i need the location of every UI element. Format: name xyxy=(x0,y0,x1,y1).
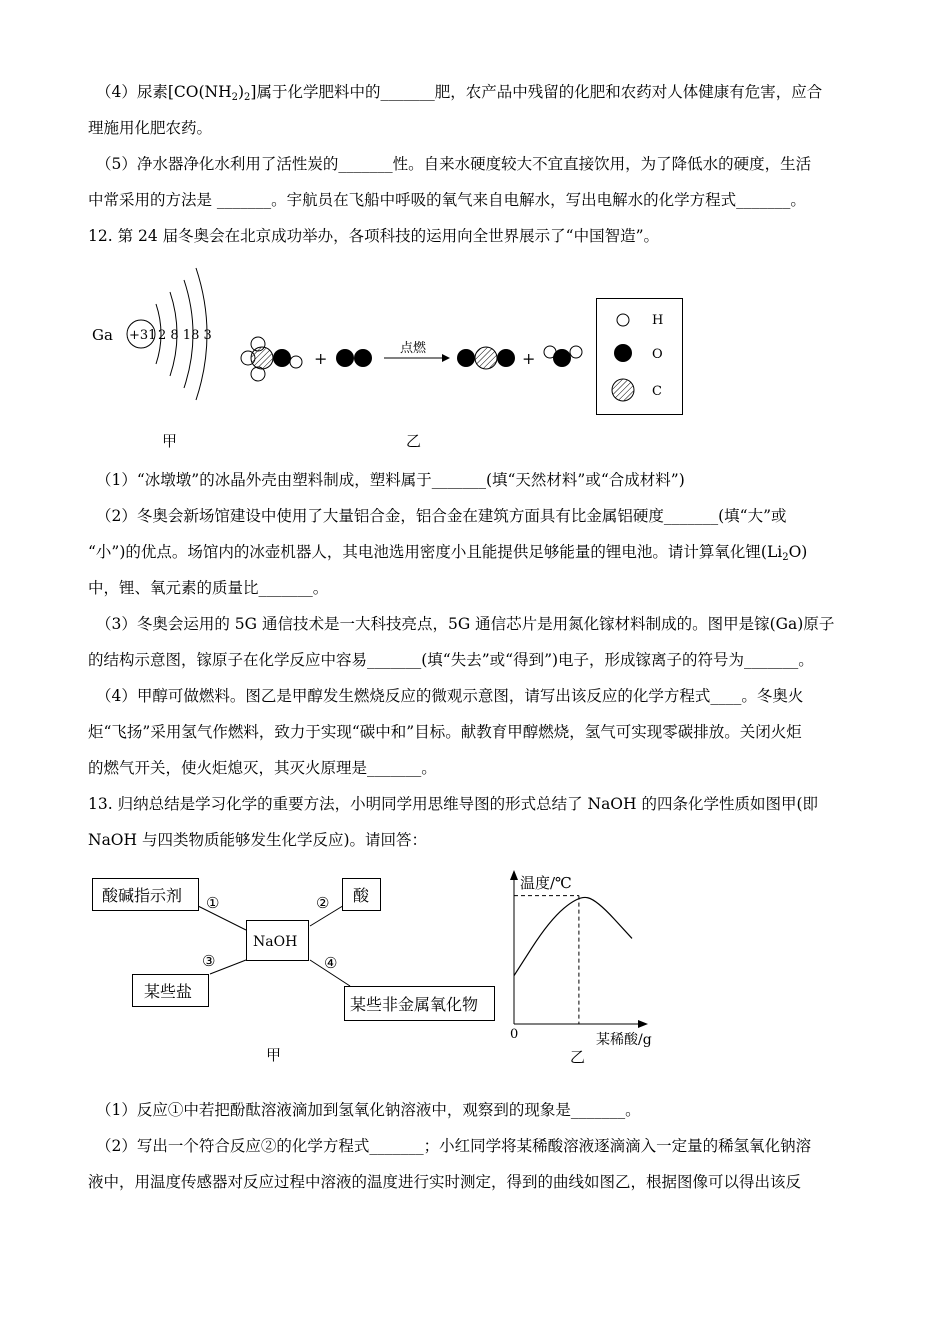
num-2: ② xyxy=(316,894,330,912)
temperature-curve xyxy=(514,897,632,975)
atom-legend xyxy=(596,298,686,416)
o-atom-symbol xyxy=(614,344,632,362)
q11-p5-line1: （5）净水器净化水利用了活性炭的_______性。自来水硬度较大不宜直接饮用，为了降低水的硬度，生活 xyxy=(96,155,812,173)
plus-sign-2: + xyxy=(522,349,536,368)
q12-p2-line1: （2）冬奥会新场馆建设中使用了大量铝合金，铝合金在建筑方面具有比金属铝硬度_______(填“大”或 xyxy=(96,507,787,525)
q12-p3-line2: 的结构示意图，镓原子在化学反应中容易_______(填“失去”或“得到”)电子，形成镓离子的符号为_______。 xyxy=(88,651,814,669)
oxygen-molecule xyxy=(336,349,372,367)
y-axis-arrow xyxy=(510,870,518,880)
q12-p3-line1: （3）冬奥会运用的 5G 通信技术是一大科技亮点，5G 通信芯片是用氮化镓材料制成的。图甲是镓(Ga)原子 xyxy=(96,615,835,633)
mindmap-caption: 甲 xyxy=(266,1046,282,1064)
legend-c: C xyxy=(652,384,662,399)
q12-p4-line1: （4）甲醇可做燃料。图乙是甲醇发生燃烧反应的微观示意图，请写出该反应的化学方程式____。冬奥火 xyxy=(96,687,804,705)
x-axis-arrow xyxy=(638,1020,648,1028)
q13-p2-line1: （2）写出一个符合反应②的化学方程式_______；小红同学将某稀酸溶液逐滴滴入一定量的稀氢氧化钠溶 xyxy=(96,1137,812,1155)
q13-stem-line2: NaOH 与四类物质能够发生化学反应)。请回答： xyxy=(88,831,428,849)
q12-p2-line2: “小”)的优点。场馆内的冰壶机器人，其电池选用密度小且能提供足够能量的锂电池。请计算氧化锂$(Li_2O)$ xyxy=(88,543,808,563)
fig-jia-caption: 甲 xyxy=(162,432,178,450)
reaction-condition: 点燃 xyxy=(400,341,427,356)
q13-p1: （1）反应①中若把酚酞溶液滴加到氢氧化钠溶液中，观察到的现象是_______。 xyxy=(96,1101,641,1119)
box-acid-label: 酸 xyxy=(353,886,370,905)
c-atom-symbol xyxy=(612,379,634,401)
q11-p5-line2: 中常采用的方法是 _______。宇航员在飞船中呼吸的氧气来自电解水，写出电解水的化学方程式_______。 xyxy=(88,191,806,209)
legend-o: O xyxy=(652,347,663,362)
methanol-molecule xyxy=(241,337,302,381)
box-salt-label: 某些盐 xyxy=(144,982,193,1001)
box-naoh-label: NaOH xyxy=(253,934,298,950)
q12-p1: （1）“冰墩墩”的冰晶外壳由塑料制成，塑料属于_______(填“天然材料”或“合成材料”) xyxy=(96,471,685,489)
q12-stem: 12. 第 24 届冬奥会在北京成功举办，各项科技的运用向全世界展示了“中国智造”。 xyxy=(88,227,660,245)
box-oxide-label: 某些非金属氧化物 xyxy=(350,995,479,1014)
origin-label: 0 xyxy=(510,1027,519,1042)
y-axis-label: 温度/℃ xyxy=(520,874,572,892)
water-molecule xyxy=(544,346,582,367)
chart-caption: 乙 xyxy=(570,1048,586,1066)
co2-molecule xyxy=(457,347,515,369)
box-indicator-label: 酸碱指示剂 xyxy=(102,886,183,905)
q11-p4-line1: （4）尿素$[CO(NH_2)_2]$属于化学肥料中的_______肥，农产品中残留的化肥和农药对人体健康有危害，应合 xyxy=(96,83,823,103)
q11-p4-line2: 理施用化肥农药。 xyxy=(88,119,213,137)
fig-yi-caption: 乙 xyxy=(406,432,422,450)
q12-p2-line3: 中，锂、氧元素的质量比_______。 xyxy=(88,579,329,597)
q13-stem-line1: 13. 归纳总结是学习化学的重要方法，小明同学用思维导图的形式总结了 NaOH 的四条化学性质如图甲(即 xyxy=(88,795,819,813)
num-4: ④ xyxy=(324,954,338,972)
q13-p2-line2: 液中，用温度传感器对反应过程中溶液的温度进行实时测定，得到的曲线如图乙，根据图像可以得出该反 xyxy=(88,1173,802,1191)
h-atom-symbol xyxy=(617,314,629,326)
shell-electrons: 2 8 18 3 xyxy=(158,328,212,343)
ga-atom-diagram xyxy=(88,258,238,458)
q12-p4-line2: 炬“飞扬”采用氢气作燃料，致力于实现“碳中和”目标。献教育甲醇燃烧，氢气可实现零碳排放。关闭火炬 xyxy=(88,723,802,741)
plus-sign-1: + xyxy=(314,349,328,368)
num-1: ① xyxy=(206,894,220,912)
naoh-mindmap xyxy=(88,868,508,1068)
legend-h: H xyxy=(652,313,664,328)
num-3: ③ xyxy=(202,952,216,970)
x-axis-label: 某稀酸/g xyxy=(596,1032,652,1048)
methanol-combustion-diagram xyxy=(228,318,598,458)
temperature-chart xyxy=(500,866,670,1070)
ga-element-label: Ga xyxy=(92,326,113,344)
nucleus-charge: +31 xyxy=(129,328,157,343)
q12-p4-line3: 的燃气开关，使火炬熄灭，其灭火原理是_______。 xyxy=(88,759,437,777)
arrow-head xyxy=(442,354,450,362)
